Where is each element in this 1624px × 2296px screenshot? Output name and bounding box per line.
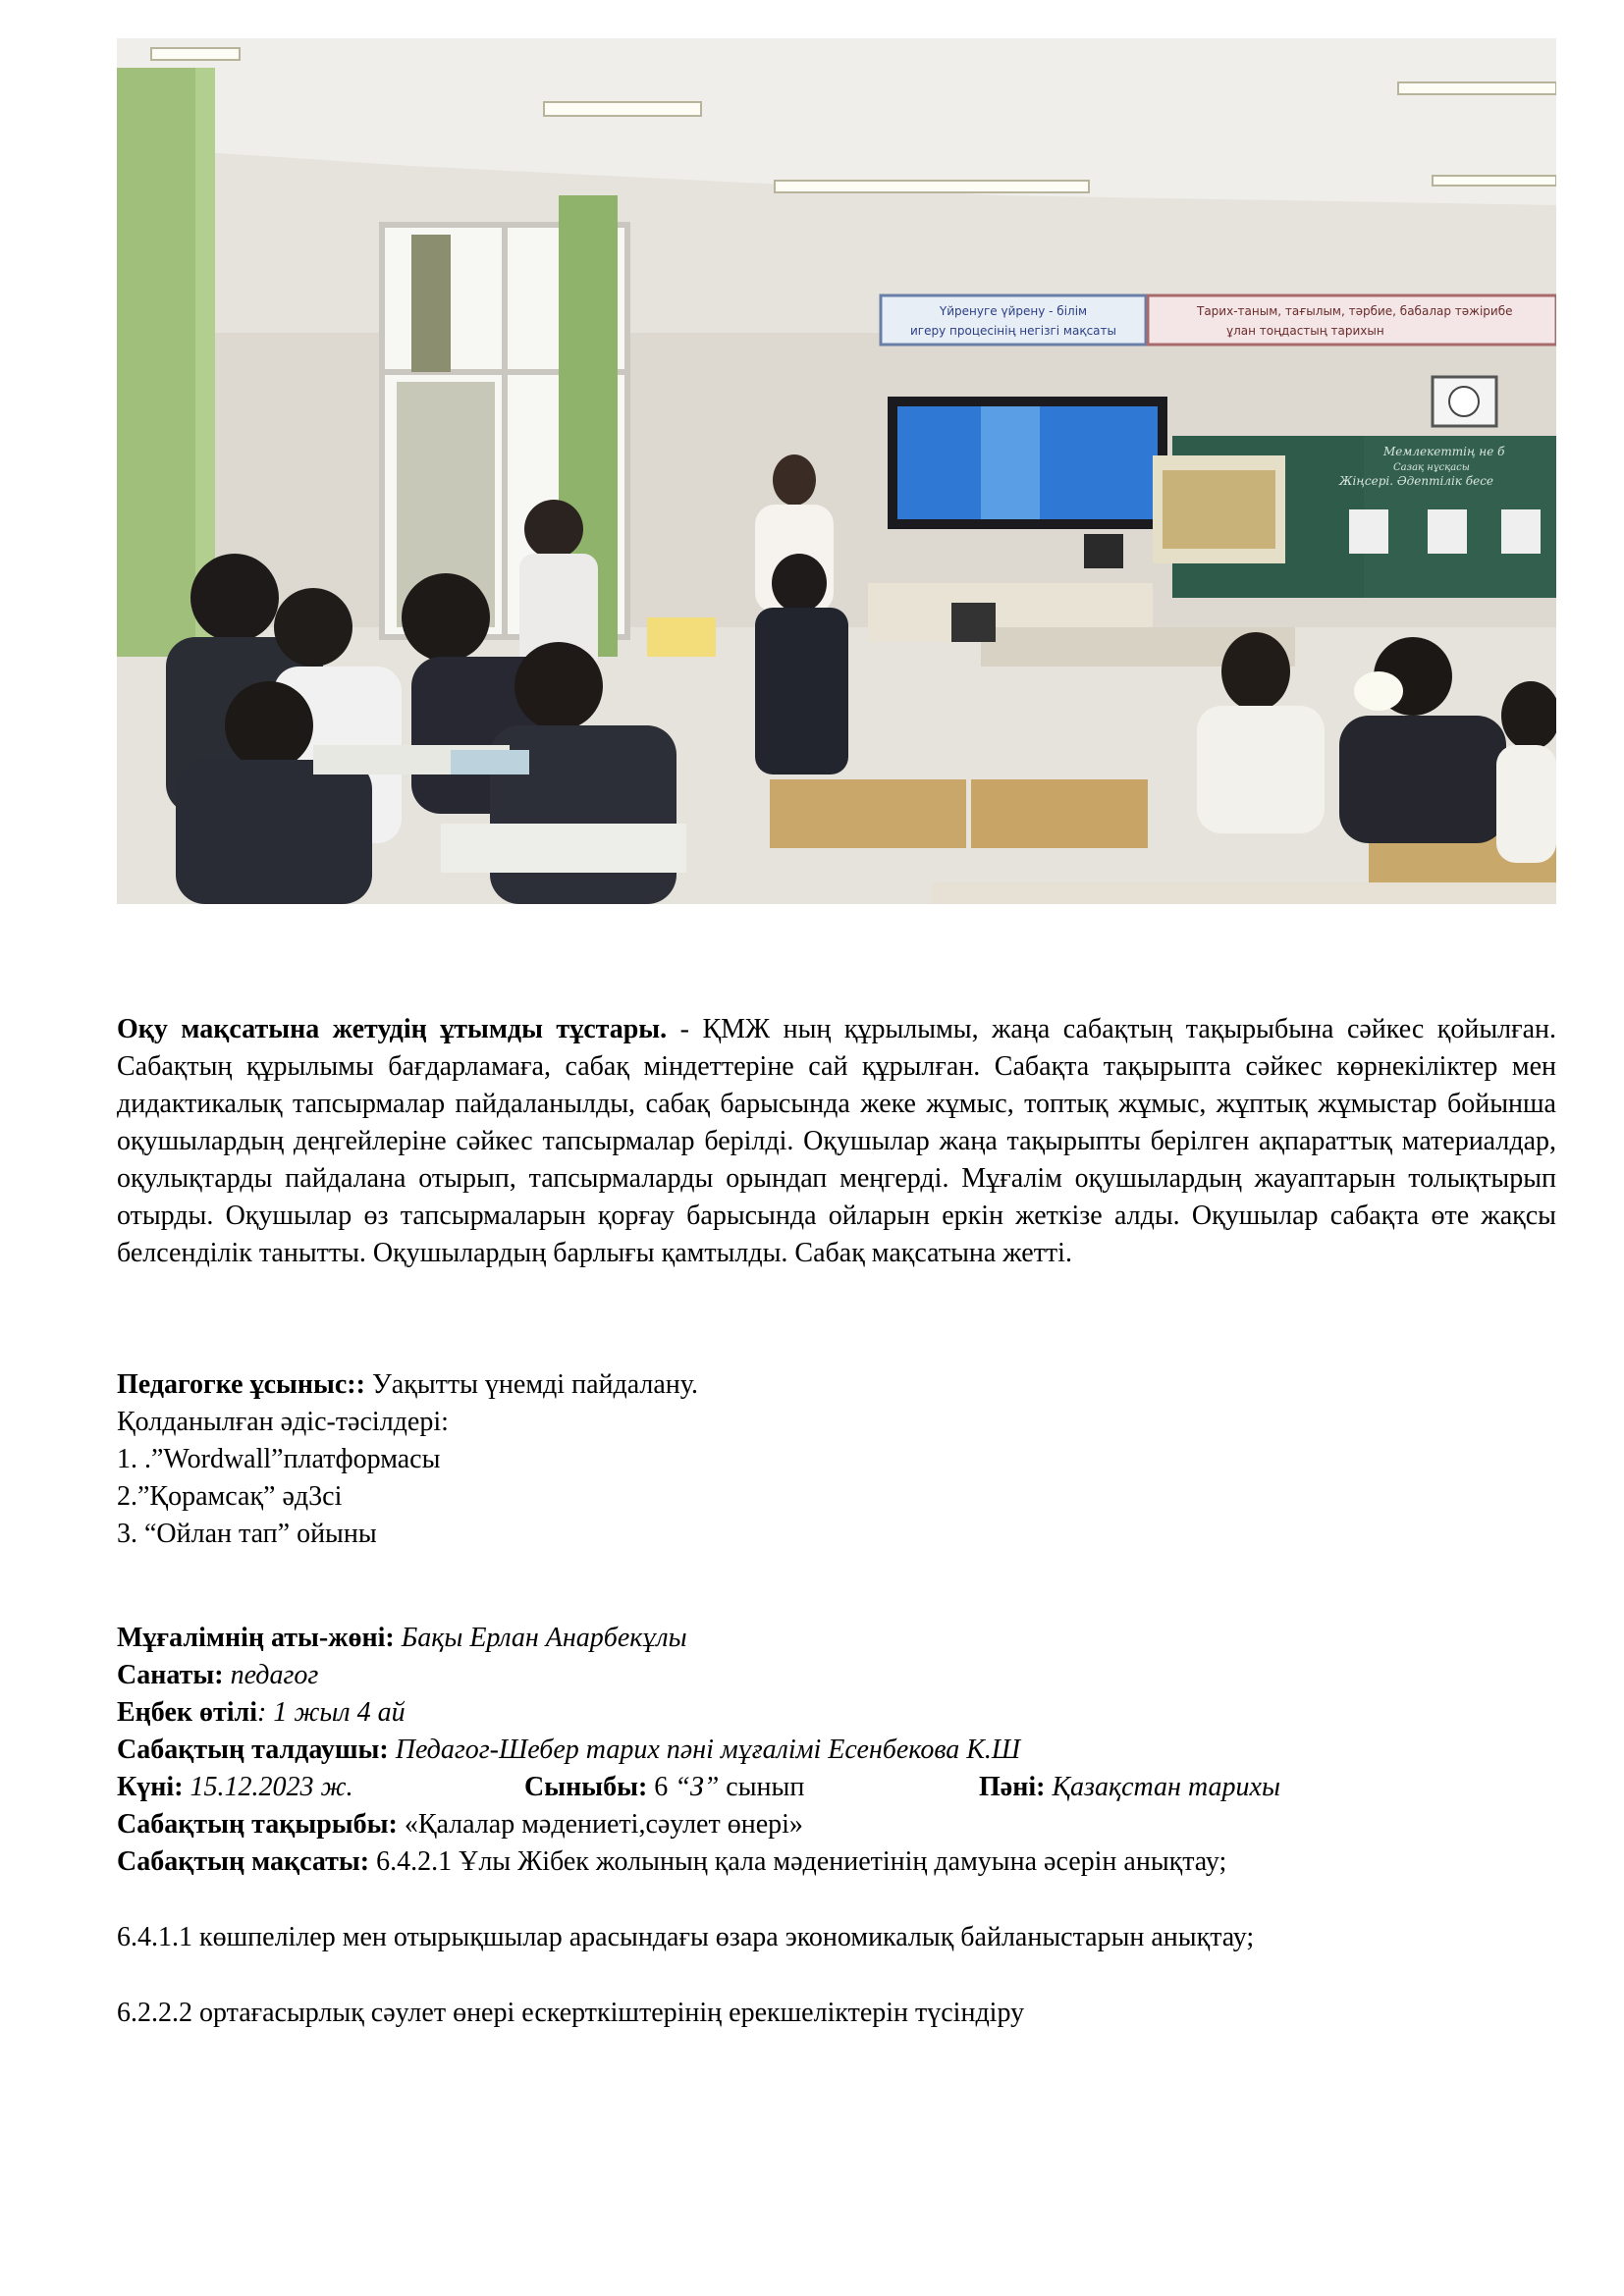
methods-heading: Қолданылған әдіс-тәсілдері: bbox=[117, 1407, 449, 1437]
class-suffix: сынып bbox=[719, 1772, 805, 1802]
category-value: педагог bbox=[223, 1660, 319, 1690]
category-label: Санаты: bbox=[117, 1660, 224, 1690]
banner-left-text-2: игеру процесінің негізгі мақсаты bbox=[910, 324, 1116, 338]
goal-3: 6.2.2.2 ортағасырлық сәулет өнері ескерткіштерінің ерекшеліктерін түсіндіру bbox=[117, 1998, 1025, 2028]
teacher-line bbox=[117, 1620, 687, 1657]
class-number: 6 bbox=[647, 1772, 676, 1802]
recommendation-label: Педагогке ұсыныс:: bbox=[117, 1369, 365, 1400]
topic-label: Сабақтың тақырыбы: bbox=[117, 1809, 398, 1840]
date-group bbox=[117, 1769, 353, 1806]
subject-value: Қазақстан тарихы bbox=[1045, 1772, 1280, 1802]
topic-line bbox=[117, 1806, 803, 1843]
classroom-photo bbox=[117, 38, 1556, 904]
banner-right-text-1: Тарих-таным, тағылым, тәрбие, бабалар тәжірибе bbox=[1197, 304, 1513, 318]
category-line bbox=[117, 1657, 318, 1694]
methods-item-3: 3. “Ойлан тап” ойыны bbox=[117, 1519, 377, 1549]
class-group bbox=[524, 1769, 804, 1806]
recommendation-line bbox=[117, 1366, 1556, 1404]
topic-value: «Қалалар мәдениеті,сәулет өнері» bbox=[397, 1809, 803, 1840]
class-label: Сыныбы: bbox=[524, 1772, 648, 1802]
board-text-2: Сазақ нұсқасы bbox=[1393, 462, 1470, 473]
recommendation-text: Уақытты үнемді пайдалану. bbox=[364, 1369, 698, 1400]
analyst-line bbox=[117, 1732, 1020, 1769]
achievements-paragraph bbox=[117, 1011, 1556, 1272]
experience-label: Еңбек өтілі bbox=[117, 1697, 258, 1728]
subject-group bbox=[979, 1769, 1280, 1806]
goal-label: Сабақтың мақсаты: bbox=[117, 1846, 370, 1877]
experience-value: : 1 жыл 4 ай bbox=[257, 1697, 406, 1728]
goal-2: 6.4.1.1 көшпелілер мен отырықшылар арасындағы өзара экономикалық байланыстарын анықтау; bbox=[117, 1922, 1255, 1952]
class-letter: “З” bbox=[675, 1772, 720, 1802]
experience-line bbox=[117, 1694, 406, 1732]
analyst-label: Сабақтың талдаушы: bbox=[117, 1735, 389, 1765]
board-text-1: Мемлекеттің не б bbox=[1383, 445, 1505, 458]
board-text-3: Жіңсері. Әдептілік бесе bbox=[1339, 474, 1494, 488]
achievements-title: Оқу мақсатына жетудің ұтымды тұстары. bbox=[117, 1014, 668, 1044]
banner-left-text-1: Үйренуге үйрену - білім bbox=[939, 304, 1088, 318]
goal-value: 6.4.2.1 Ұлы Жібек жолының қала мәдениетінің дамуына әсерін анықтау; bbox=[369, 1846, 1227, 1877]
goal-line bbox=[117, 1843, 1226, 1881]
methods-item-2: 2.”Қорамсақ” әд3сі bbox=[117, 1481, 343, 1512]
subject-label: Пәні: bbox=[979, 1772, 1046, 1802]
teacher-label: Мұғалімнің аты-жөні: bbox=[117, 1623, 395, 1653]
date-value: 15.12.2023 ж. bbox=[183, 1772, 353, 1802]
date-label: Күні: bbox=[117, 1772, 184, 1802]
methods-item-1: 1. .”Wordwall”платформасы bbox=[117, 1444, 441, 1474]
analyst-value: Педагог-Шебер тарих пәні мұғалімі Есенбекова К.Ш bbox=[388, 1735, 1021, 1765]
banner-right-text-2: ұлан тоңдастың тарихын bbox=[1226, 324, 1384, 338]
teacher-value: Бақы Ерлан Анарбекұлы bbox=[394, 1623, 687, 1653]
achievements-body: - ҚМЖ ның құрылымы, жаңа сабақтың тақырыбына сәйкес қойылған. Сабақтың құрылымы бағдарламаға, сабақ міндеттеріне сай құрылған. Сабақта тақырыпта сәйкес көрнекіліктер мен дидактикалық тапсырмалар пайдаланылды, сабақ барысында жеке жұмыс, топтық жұмыс, жұптық жұмыстар бойынша оқушылардың деңгейлеріне сәйкес тапсырмалар берілді. Оқушылар жаңа тақырыпты берілген ақпараттық материалдар, оқулықтарды пайдалана отырып, тапсырмаларды орындап меңгерді. Мұғалім оқушылардың жауаптарын толықтырып отырды. Оқушылар өз тапсырмаларын қорғау барысында ойларын еркін жеткізе алды. Оқушылар сабақта өте жақсы белсенділік танытты. Оқушылардың барлығы қамтылды. Сабақ мақсатына жетті. bbox=[117, 1014, 1557, 1268]
